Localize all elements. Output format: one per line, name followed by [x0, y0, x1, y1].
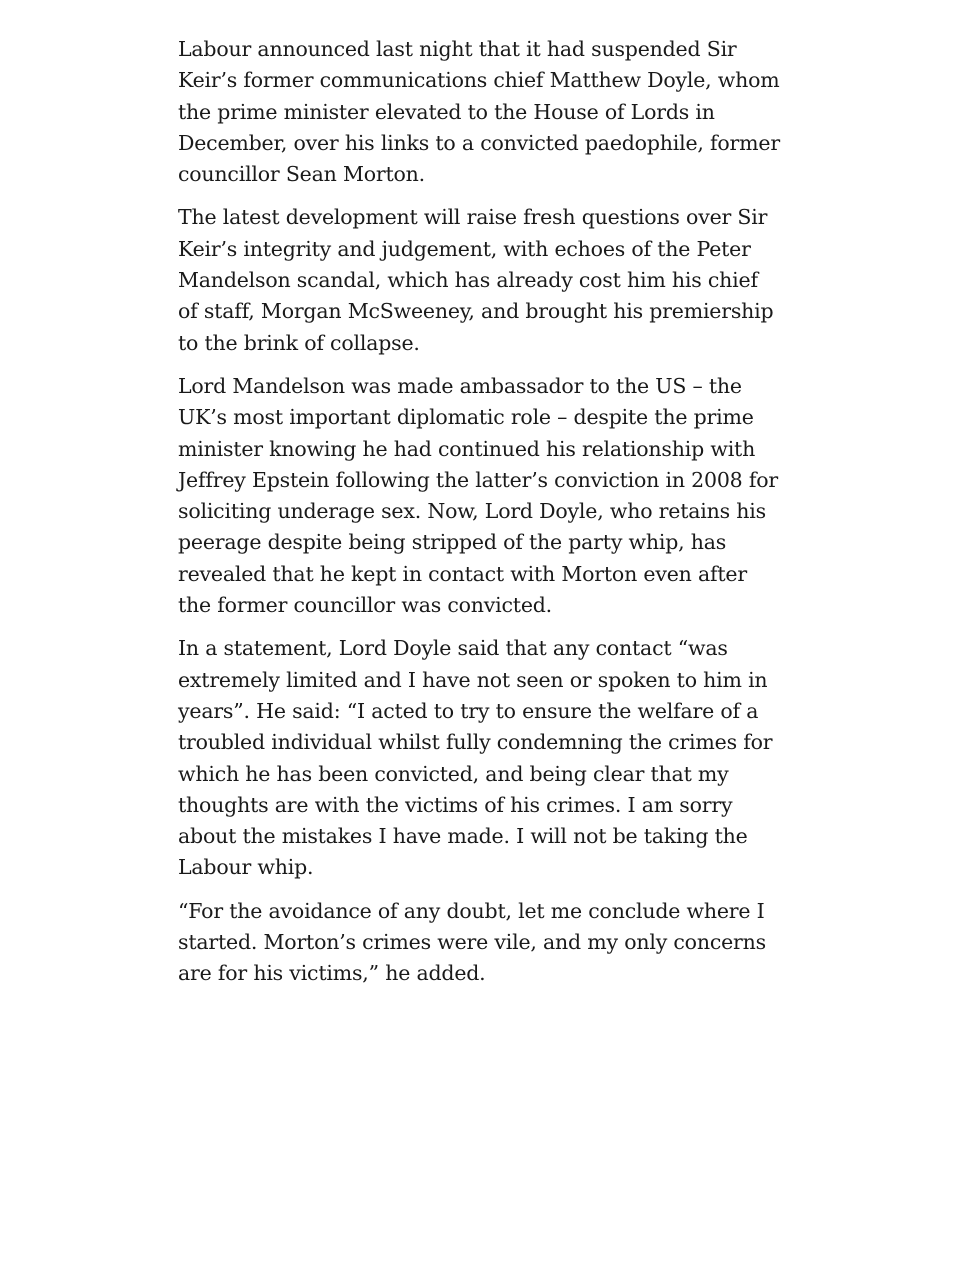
article-paragraph: In a statement, Lord Doyle said that any contact “was extremely limited and I have not seen or spoken to him in years”. He said: “I acted to try to ensure the welfare of a troubled individual whilst fully condemning the crimes for which he has been convicted, and being clear that my thoughts are with the victims of his crimes. I am sorry about the mistakes I have made. I will not be taking the Labour whip.	[178, 636, 773, 880]
article-paragraph: “For the avoidance of any doubt, let me conclude where I started. Morton’s crimes were vile, and my only concerns are for his victims,” he added.	[178, 898, 766, 986]
article-paragraph: Labour announced last night that it had suspended Sir Keir’s former communications chief Matthew Doyle, whom the prime minister elevated to the House of Lords in December, over his links to a convicted paedophile, former councillor Sean Morton.	[178, 37, 780, 187]
article-paragraph: The latest development will raise fresh questions over Sir Keir’s integrity and judgement, with echoes of the Peter Mandelson scandal, which has already cost him his chief of staff, Morgan McSweeney, and brought his premiership to the brink of collapse.	[178, 205, 774, 355]
article-body	[178, 34, 783, 1002]
article-paragraph: Lord Mandelson was made ambassador to the US – the UK’s most important diplomatic role – despite the prime minister knowing he had continued his relationship with Jeffrey Epstein following the latter’s conviction in 2008 for soliciting underage sex. Now, Lord Doyle, who retains his peerage despite being stripped of the party whip, has revealed that he kept in contact with Morton even after the former councillor was convicted.	[178, 373, 778, 618]
